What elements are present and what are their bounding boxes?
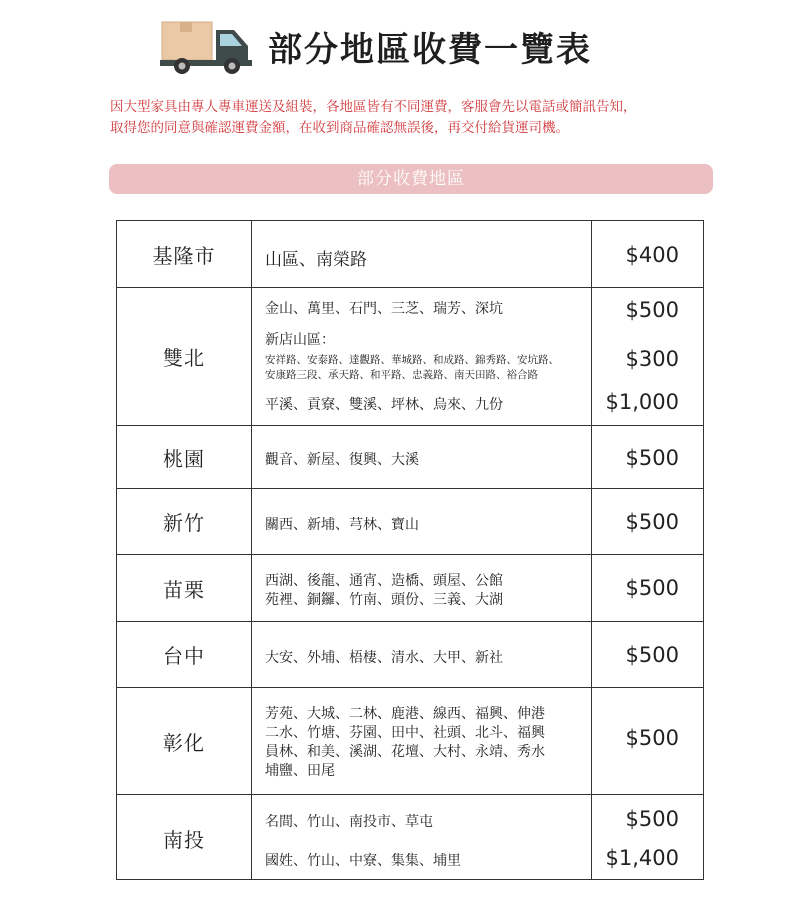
area-list: 金山、萬里、石門、三芝、瑞芳、深坑 xyxy=(265,301,503,317)
notice-line: 因大型家具由專人專車運送及組裝，各地區皆有不同運費，客服會先以電話或簡訊告知， xyxy=(110,99,637,115)
area-list: 安祥路、安泰路、達觀路、華城路、和成路、錦秀路、安坑路、 xyxy=(265,354,559,366)
header xyxy=(0,8,800,78)
fee-price: $1,400 xyxy=(605,846,679,870)
fee-price: $500 xyxy=(625,726,679,750)
region-name: 台中 xyxy=(163,644,205,668)
fee-table xyxy=(116,220,704,880)
area-list: 安康路三段、承天路、和平路、忠義路、南天田路、裕合路 xyxy=(265,369,538,381)
area-list: 關西、新埔、芎林、寶山 xyxy=(265,517,419,533)
table-row xyxy=(117,221,703,288)
area-list: 國姓、竹山、中寮、集集、埔里 xyxy=(265,853,461,869)
fee-price: $500 xyxy=(625,576,679,600)
area-list: 大安、外埔、梧棲、清水、大甲、新社 xyxy=(265,650,503,666)
area-list: 埔鹽、田尾 xyxy=(265,763,335,779)
fee-price: $500 xyxy=(625,643,679,667)
fee-price: $300 xyxy=(625,347,679,371)
region-name: 基隆市 xyxy=(152,243,216,268)
table-row xyxy=(117,795,703,881)
fee-price: $500 xyxy=(625,446,679,470)
area-list: 新店山區： xyxy=(265,332,335,348)
region-name: 苗栗 xyxy=(163,577,205,602)
fee-price: $1,000 xyxy=(605,390,679,414)
region-name: 新竹 xyxy=(163,511,205,535)
area-list: 觀音、新屋、復興、大溪 xyxy=(265,452,419,468)
notice-line: 取得您的同意與確認運費金額，在收到商品確認無誤後，再交付給貨運司機。 xyxy=(110,120,569,136)
region-name: 桃園 xyxy=(163,446,205,471)
delivery-truck-icon xyxy=(160,18,256,76)
area-list: 名間、竹山、南投市、草屯 xyxy=(265,814,433,830)
area-list: 員林、和美、溪湖、花壇、大村、永靖、秀水 xyxy=(265,744,545,760)
area-list: 芳苑、大城、二林、鹿港、線西、福興、伸港 xyxy=(265,706,545,722)
page-title: 部分地區收費一覽表 xyxy=(268,30,592,70)
fee-price: $400 xyxy=(625,243,679,267)
table-row xyxy=(117,288,703,426)
fee-price: $500 xyxy=(625,510,679,534)
area-list: 西湖、後龍、通宵、造橋、頭屋、公館 xyxy=(265,573,503,589)
table-row xyxy=(117,555,703,622)
area-list: 山區、南榮路 xyxy=(265,250,367,270)
section-banner: 部分收費地區 xyxy=(109,164,713,194)
area-list: 二水、竹塘、芬園、田中、社頭、北斗、福興 xyxy=(265,725,545,741)
region-name: 雙北 xyxy=(163,346,205,370)
fee-price: $500 xyxy=(625,298,679,322)
table-row xyxy=(117,489,703,555)
area-list: 苑裡、銅鑼、竹南、頭份、三義、大湖 xyxy=(265,592,503,608)
region-name: 南投 xyxy=(163,827,205,852)
table-row xyxy=(117,688,703,795)
table-row xyxy=(117,622,703,688)
area-list: 平溪、貢寮、雙溪、坪林、烏來、九份 xyxy=(265,397,503,413)
table-row xyxy=(117,426,703,489)
fee-price: $500 xyxy=(625,807,679,831)
region-name: 彰化 xyxy=(163,730,205,755)
notice-text xyxy=(110,97,720,139)
